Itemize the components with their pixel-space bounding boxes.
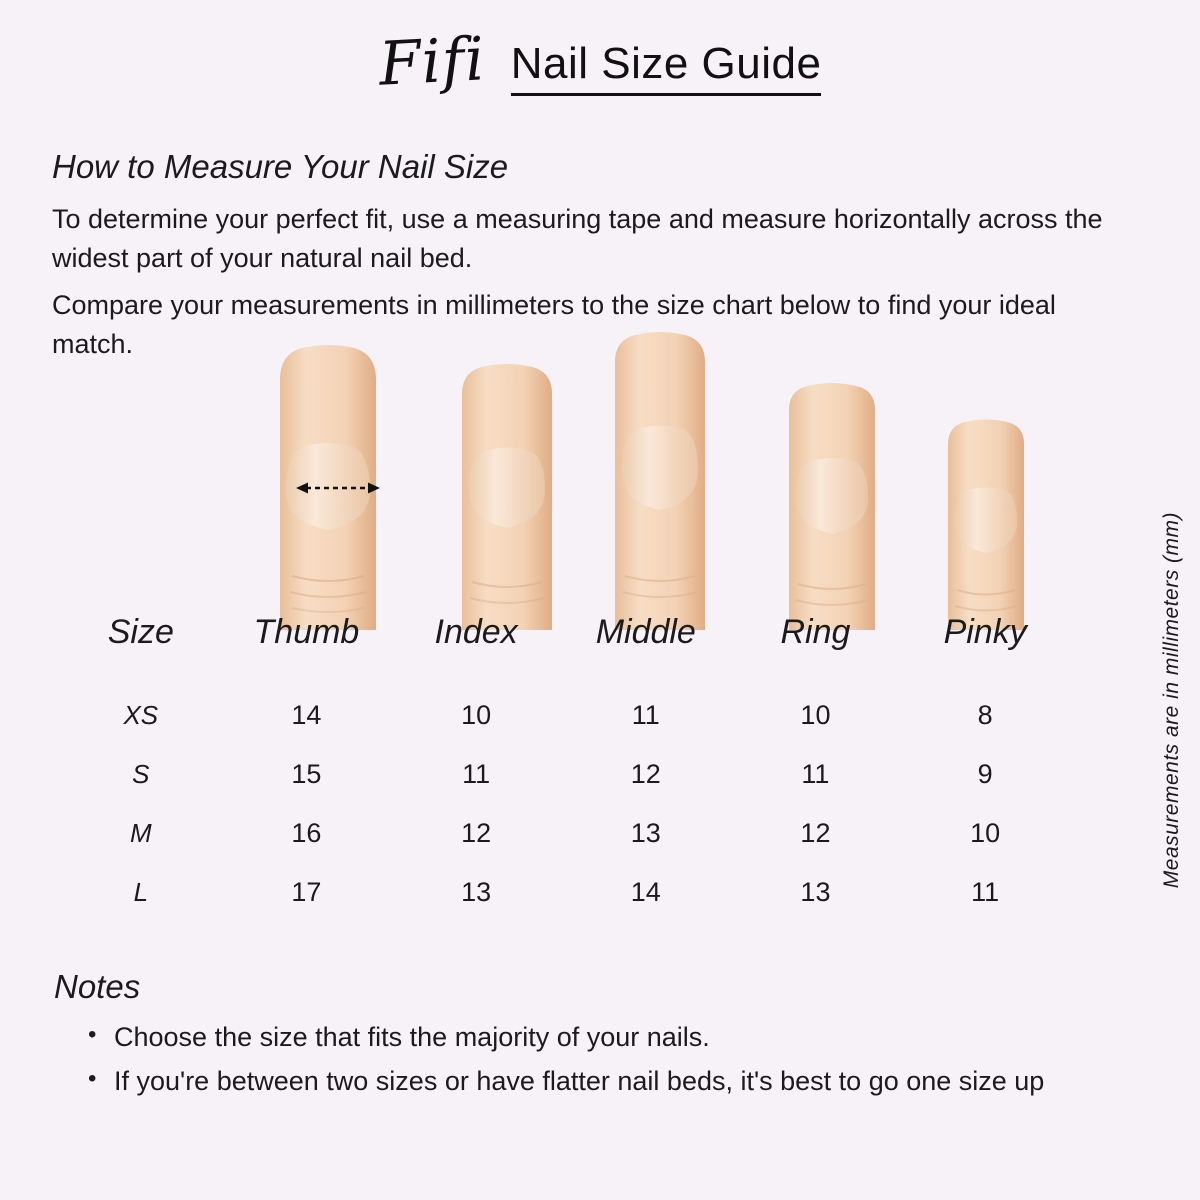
- finger-index-illustration: [452, 360, 562, 630]
- column-header-middle: Middle: [595, 613, 696, 651]
- brand-logo: Fifi: [376, 24, 487, 100]
- finger-pinky-illustration: [940, 418, 1032, 630]
- cell-index: 12: [461, 818, 492, 848]
- size-chart: [60, 612, 1070, 922]
- cell-ring: 10: [800, 700, 831, 730]
- cell-middle: 14: [630, 877, 661, 907]
- column-header-thumb: Thumb: [253, 613, 360, 651]
- table-row: [60, 686, 1070, 745]
- cell-thumb: 17: [291, 877, 322, 907]
- row-size-label: XS: [123, 700, 159, 730]
- row-size-label: M: [129, 818, 152, 848]
- column-header-pinky: Pinky: [943, 613, 1027, 651]
- notes-section: [54, 968, 1144, 1107]
- cell-middle: 11: [631, 700, 660, 730]
- column-header-ring: Ring: [780, 613, 851, 651]
- table-row: [60, 804, 1070, 863]
- cell-middle: 12: [630, 759, 661, 789]
- cell-index: 10: [461, 700, 492, 730]
- cell-middle: 13: [630, 818, 661, 848]
- cell-pinky: 8: [977, 700, 993, 730]
- cell-thumb: 16: [291, 818, 322, 848]
- finger-illustrations: [0, 330, 1200, 630]
- measurement-unit-note: Measurements are in millimeters (mm): [1160, 512, 1183, 889]
- notes-heading: Notes: [54, 968, 141, 1005]
- cell-index: 13: [461, 877, 492, 907]
- table-row: [60, 863, 1070, 922]
- row-size-label: L: [133, 877, 149, 907]
- intro-paragraph-1: To determine your perfect fit, use a measuring tape and measure horizontally across the widest part of your natural nail bed.: [52, 204, 1103, 274]
- notes-list: [54, 1018, 1144, 1101]
- size-chart-table: [60, 612, 1070, 922]
- page-header: [0, 24, 1200, 100]
- list-item: • Choose the size that fits the majority of your nails.: [88, 1018, 1144, 1056]
- cell-thumb: 14: [291, 700, 322, 730]
- cell-index: 11: [462, 759, 491, 789]
- finger-middle-illustration: [604, 330, 716, 630]
- cell-pinky: 11: [971, 877, 1000, 907]
- cell-ring: 12: [800, 818, 831, 848]
- list-item: • If you're between two sizes or have flatter nail beds, it's best to go one size up: [88, 1062, 1144, 1100]
- table-row: [60, 745, 1070, 804]
- cell-pinky: 10: [970, 818, 1001, 848]
- row-size-label: S: [132, 759, 150, 789]
- table-header-row: [60, 612, 1070, 686]
- measure-width-arrow: [296, 480, 380, 494]
- intro-paragraph-2: Compare your measurements in millimeters to the size chart below to find your ideal match.: [52, 290, 1056, 360]
- column-header-index: Index: [434, 613, 518, 651]
- intro-heading: How to Measure Your Nail Size: [52, 148, 509, 185]
- cell-ring: 11: [801, 759, 830, 789]
- page-title: Nail Size Guide: [511, 40, 822, 96]
- cell-thumb: 15: [291, 759, 322, 789]
- column-header-size: Size: [107, 613, 174, 651]
- cell-ring: 13: [800, 877, 831, 907]
- cell-pinky: 9: [977, 759, 993, 789]
- finger-ring-illustration: [780, 380, 884, 630]
